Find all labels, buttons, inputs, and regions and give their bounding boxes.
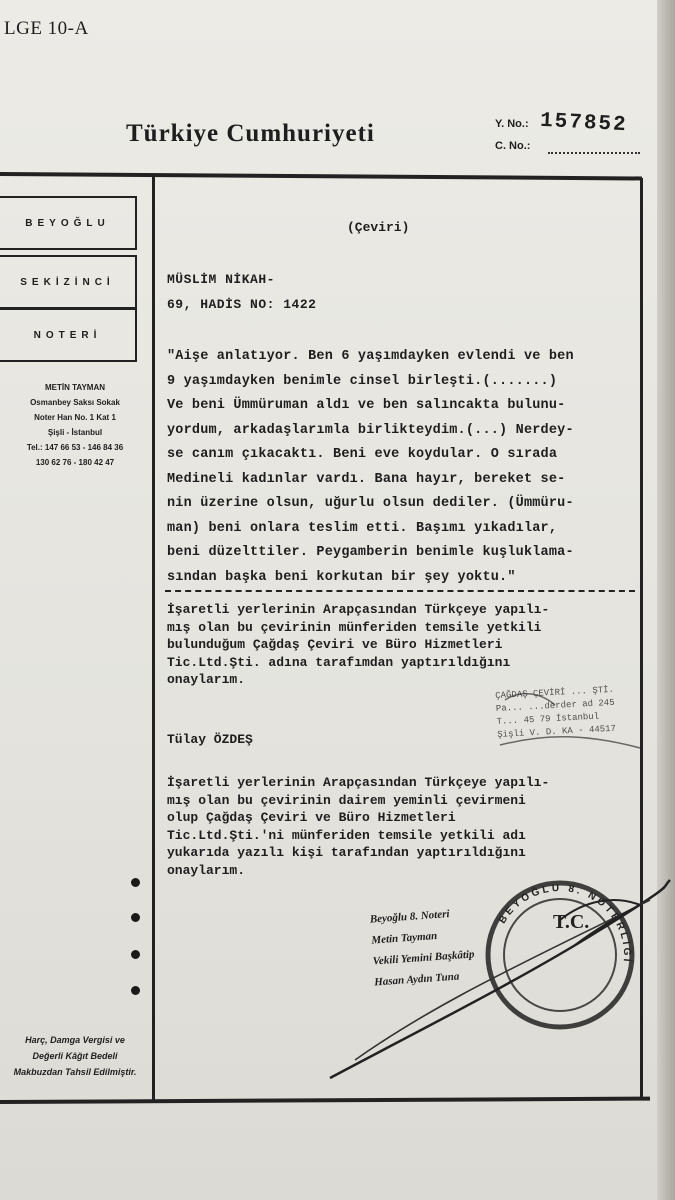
- notary-address-1: Osmanbey Saksı Sokak: [30, 398, 120, 407]
- quote-line: yordum, arkadaşlarımla birlikteydim.(...) Nerdey-: [167, 422, 574, 438]
- notary-signature-line: Beyoğlu 8. Noteri: [369, 908, 450, 926]
- notary-signature-line: Hasan Aydın Tuna: [373, 970, 460, 989]
- hadith-title-2: 69, HADİS NO: 1422: [167, 297, 317, 312]
- notary-address-3: Şişli - İstanbul: [47, 428, 103, 437]
- box-beyoglu: BEYOĞLU: [0, 196, 137, 250]
- certification-line: mış olan bu çevirinin dairem yeminli çevirmeni: [167, 792, 526, 808]
- notary-signature-line: Metin Tayman: [370, 929, 438, 947]
- fee-note-line-2: Değerli Kâğıt Bedeli: [32, 1051, 118, 1061]
- certification-line: onaylarım.: [167, 672, 246, 687]
- certification-line: Tic.Ltd.Şti.'ni münferiden temsile yetkili adı: [167, 827, 526, 843]
- quote-line: 9 yaşımdayken benimle cinsel birleşti.(.......): [167, 373, 558, 389]
- translation-label: (Çeviri): [347, 220, 410, 235]
- certification-line: olup Çağdaş Çeviri ve Büro Hizmetleri: [167, 810, 456, 825]
- quote-line: sından başka beni korkutan bir şey yoktu.": [167, 569, 516, 585]
- seal-ring-text: BEYOĞLU 8. NOTERLİĞİ: [497, 882, 633, 965]
- quote-line: "Aişe anlatıyor. Ben 6 yaşımdayken evlendi ve ben: [167, 349, 574, 364]
- seal-center-text: T.C.: [553, 911, 590, 933]
- certification-line: onaylarım.: [167, 862, 246, 878]
- certification-line: bulunduğum Çağdaş Çeviri ve Büro Hizmetleri: [167, 637, 503, 652]
- notary-name: METİN TAYMAN: [45, 383, 105, 392]
- quote-line: se canım çıkacaktı. Beni eve koydular. O sırada: [167, 447, 558, 462]
- certification-line: İşaretli yerlerinin Arapçasından Türkçeye yapılı-: [167, 775, 550, 790]
- certification-line: İşaretli yerlerinin Arapçasından Türkçeye yapılı-: [167, 602, 550, 617]
- company-stamp-line: Şişli V. D. KA - 44517: [497, 723, 617, 740]
- company-stamp-line: Pa... ...derder ad 245: [495, 697, 615, 714]
- certification-line: Tic.Ltd.Şti. adına tarafımdan yaptırıldığını: [167, 654, 511, 670]
- quote-line: beni düzelttiler. Peygamberin benimle kuşluklama-: [167, 545, 574, 560]
- box-sekizinci: SEKİZİNCİ: [0, 255, 137, 309]
- quote-line: Ve beni Ümmüruman aldı ve ben salıncakta bulunu-: [167, 398, 566, 413]
- company-stamp-line: T... 45 79 İstanbul: [496, 711, 600, 727]
- letterhead-title: Türkiye Cumhuriyeti: [126, 120, 375, 147]
- translator-name: Tülay ÖZDEŞ: [167, 732, 253, 747]
- box-noteri: NOTERİ: [0, 308, 137, 362]
- company-stamp-line: ÇAĞDAŞ ÇEVİRİ ... ŞTİ.: [495, 684, 615, 701]
- fee-note-line-3: Makbuzdan Tahsil Edilmiştir.: [13, 1067, 137, 1077]
- fee-note-line-1: Harç, Damga Vergisi ve: [25, 1035, 125, 1045]
- notary-tel-2: 130 62 76 - 180 42 47: [35, 458, 115, 467]
- y-no-value: 157852: [539, 109, 629, 138]
- certification-line: mış olan bu çevirinin münferiden temsile yetkili: [167, 619, 542, 635]
- hadith-title-1: MÜSLİM NİKAH-: [167, 272, 275, 287]
- y-no-label: Y. No.:: [495, 118, 529, 130]
- notary-tel-1: Tel.: 147 66 53 - 146 84 36: [26, 443, 124, 452]
- notary-address-2: Noter Han No. 1 Kat 1: [34, 413, 116, 422]
- quote-line: nin üzerine olsun, uğurlu olsun dediler. (Ümmüru-: [167, 496, 574, 511]
- appendix-label: LGE 10-A: [4, 18, 89, 39]
- quote-line: man) beni onlara teslim etti. Başımı yıkadılar,: [167, 520, 558, 536]
- notary-signature-line: Vekili Yemini Başkâtip: [372, 948, 475, 968]
- certification-line: yukarıda yazılı kişi tarafından yaptırıldığını: [167, 845, 526, 860]
- quote-line: Medineli kadınlar vardı. Bana hayır, bereket se-: [167, 471, 566, 487]
- c-no-label: C. No.:: [495, 140, 531, 152]
